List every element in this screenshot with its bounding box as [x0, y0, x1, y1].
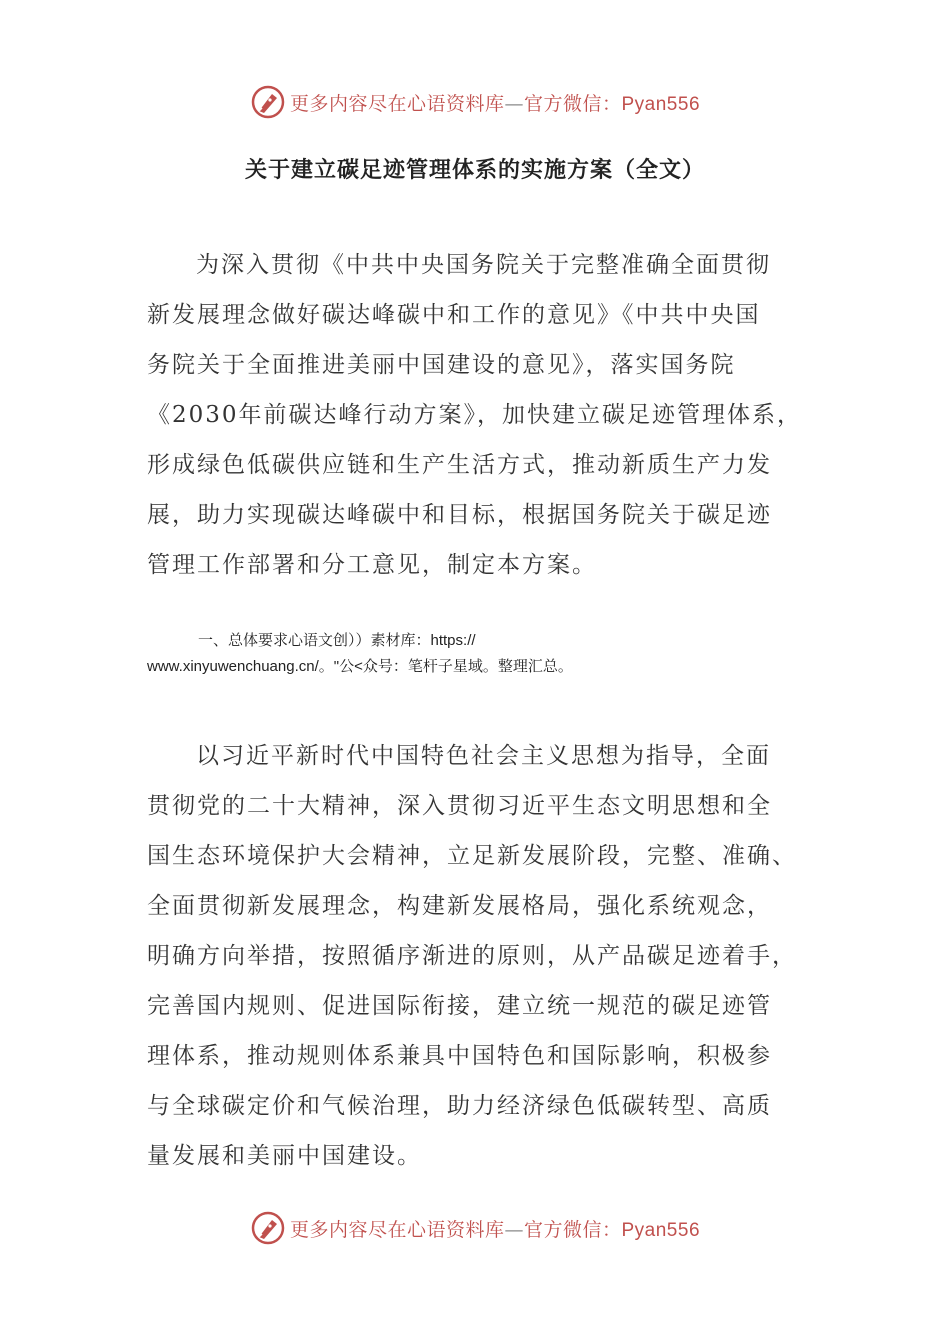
banner-separator: — [504, 92, 524, 115]
paragraph-line: 《2030年前碳达峰行动方案》，加快建立碳足迹管理体系， [147, 402, 803, 428]
banner-wechat-id: Pyan556 [621, 93, 701, 115]
banner-wechat-id: Pyan556 [621, 1219, 701, 1241]
document-title: 关于建立碳足迹管理体系的实施方案（全文） [244, 157, 705, 183]
banner-separator: — [504, 1218, 524, 1241]
banner-label: 官方微信： [523, 92, 622, 115]
paragraph-line: 完善国内规则、促进国际衔接，建立统一规范的碳足迹管 [147, 993, 772, 1019]
pen-nib-icon [250, 1210, 286, 1246]
paragraph-line: 国生态环境保护大会精神，立足新发展阶段，完整、准确、 [147, 843, 797, 869]
paragraph-line: 全面贯彻新发展理念，构建新发展格局，强化系统观念， [147, 893, 772, 919]
paragraph-line: 为深入贯彻《中共中央国务院关于完整准确全面贯彻 [196, 252, 771, 278]
paragraph-line: 与全球碳定价和气候治理，助力经济绿色低碳转型、高质 [147, 1093, 772, 1119]
banner-main-text: 更多内容尽在心语资料库 [289, 92, 505, 115]
banner-main-text: 更多内容尽在心语资料库 [289, 1218, 505, 1241]
paragraph-line: 以习近平新时代中国特色社会主义思想为指导，全面 [196, 743, 771, 769]
paragraph-line: 形成绿色低碳供应链和生产生活方式，推动新质生产力发 [147, 452, 772, 478]
banner-label: 官方微信： [523, 1218, 622, 1241]
paragraph-line: 务院关于全面推进美丽中国建设的意见》，落实国务院 [147, 352, 736, 378]
note-line: www.xinyuwenchuang.cn/。"公<众号：笔杆子星域。整理汇总。 [147, 658, 573, 675]
paragraph-intro [147, 240, 817, 590]
paragraph-general-requirements [147, 731, 817, 1181]
paragraph-line: 明确方向举措，按照循序渐进的原则，从产品碳足迹着手， [147, 943, 797, 969]
note-line: 一、总体要求心语文创））素材库：https:// [198, 632, 476, 649]
paragraph-line: 展，助力实现碳达峰碳中和目标，根据国务院关于碳足迹 [147, 502, 772, 528]
banner-text [290, 89, 700, 116]
paragraph-line: 理体系，推动规则体系兼具中国特色和国际影响，积极参 [147, 1043, 772, 1069]
footer-banner [0, 1208, 950, 1248]
paragraph-line: 贯彻党的二十大精神，深入贯彻习近平生态文明思想和全 [147, 793, 772, 819]
header-banner [0, 82, 950, 122]
paragraph-line: 新发展理念做好碳达峰碳中和工作的意见》《中共中央国 [147, 302, 761, 328]
paragraph-line: 管理工作部署和分工意见，制定本方案。 [147, 552, 597, 578]
paragraph-line: 量发展和美丽中国建设。 [147, 1143, 422, 1169]
pen-nib-icon [250, 84, 286, 120]
section-heading-note [147, 628, 827, 680]
banner-text [290, 1215, 700, 1242]
